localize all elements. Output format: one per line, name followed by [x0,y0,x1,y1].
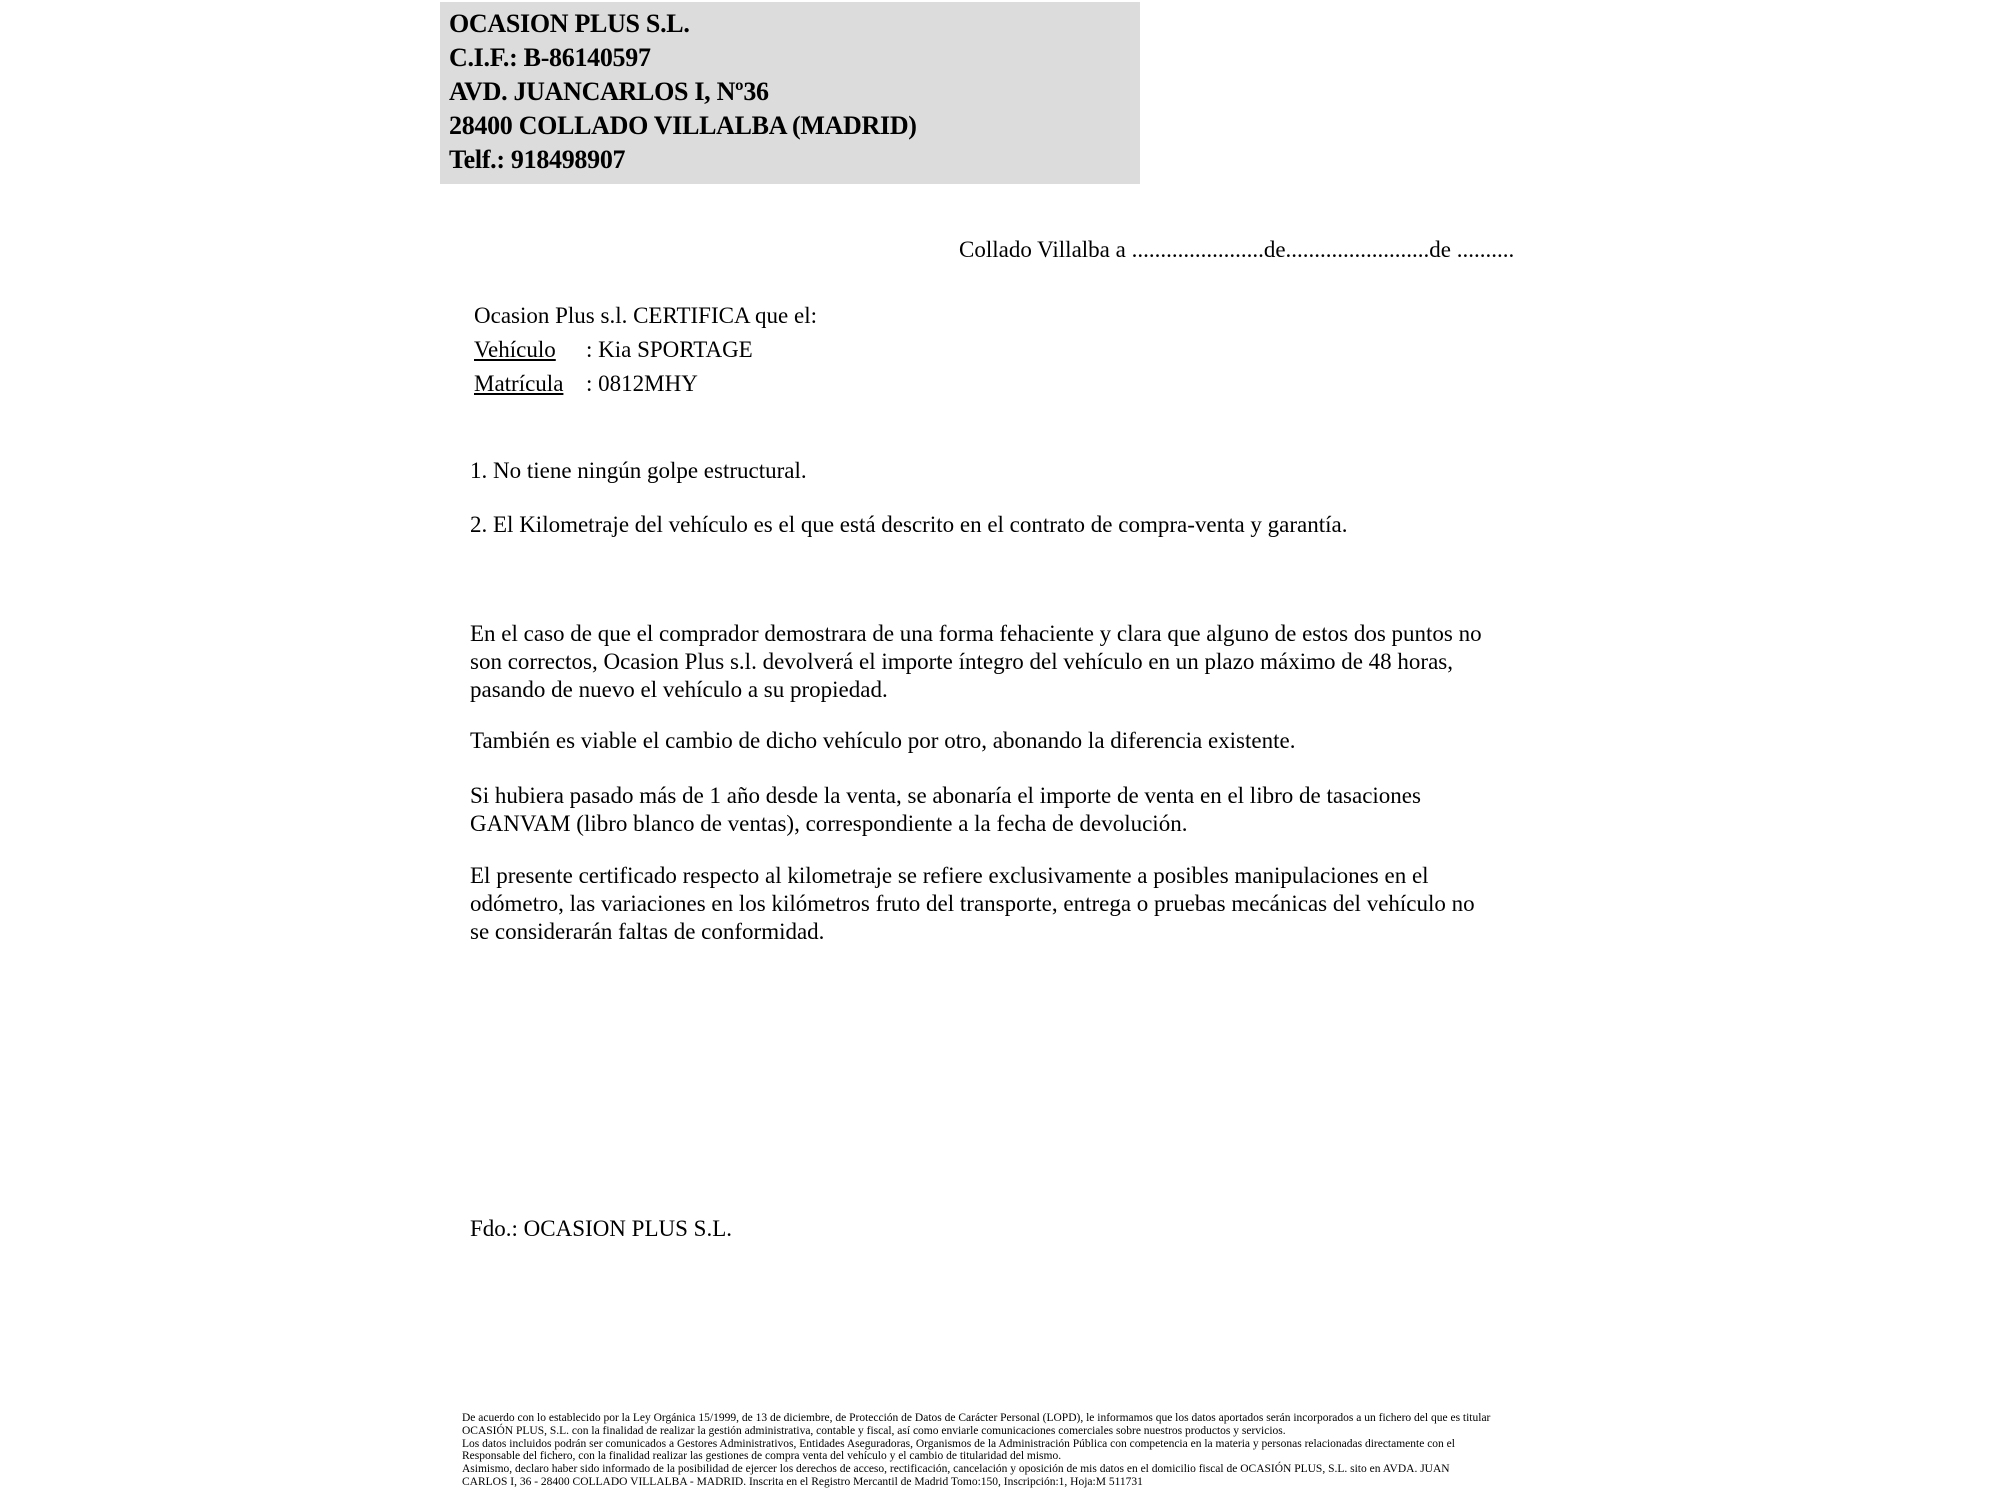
paragraph-line: GANVAM (libro blanco de ventas), correspondiente a la fecha de devolución. [470,811,1188,836]
paragraph-odometer [470,862,1475,946]
date-line: Collado Villalba a .......................de.........................de .......... [959,237,1515,262]
paragraph-line: odómetro, las variaciones en los kilómetros fruto del transporte, entrega o pruebas mecánicas del vehículo no [470,891,1475,916]
legal-line: OCASIÓN PLUS, S.L. con la finalidad de realizar la gestión administrativa, contable y fiscal, así como enviarle comunicaciones comerciales sobre nuestros productos y servicios. [462,1424,1286,1437]
certification-block [474,299,817,401]
legal-notice [462,1412,1490,1489]
company-name: OCASION PLUS S.L. [449,9,690,38]
vehicle-label-text: Vehículo [474,337,556,362]
certification-intro: Ocasion Plus s.l. CERTIFICA que el: [474,303,817,328]
plate-row [474,367,817,401]
paragraph-line: También es viable el cambio de dicho vehículo por otro, abonando la diferencia existente. [470,728,1296,753]
company-header-box [440,2,1140,184]
plate-label [474,367,586,401]
legal-line: De acuerdo con lo establecido por la Ley Orgánica 15/1999, de 13 de diciembre, de Protección de Datos de Carácter Personal (LOPD), le informamos que los datos aportados serán incorporados a un fichero del que es titular [462,1412,1491,1424]
paragraph-ganvam [470,782,1421,838]
legal-line: Los datos incluidos podrán ser comunicados a Gestores Administrativos, Entidades Aseguradoras, Organismos de la Administración Pública con competencia en la materia y personas relacionadas directamente con el [462,1437,1455,1450]
company-address: AVD. JUANCARLOS I, Nº36 [449,77,769,106]
paragraph-line: En el caso de que el comprador demostrara de una forma fehaciente y clara que alguno de estos dos puntos no [470,621,1482,646]
company-phone: Telf.: 918498907 [449,145,626,174]
company-cif: C.I.F.: B-86140597 [449,43,651,72]
paragraph-line: se considerarán faltas de conformidad. [470,919,825,944]
paragraph-refund [470,620,1482,704]
paragraph-line: son correctos, Ocasion Plus s.l. devolverá el importe íntegro del vehículo en un plazo máximo de 48 horas, [470,649,1454,674]
paragraph-line: El presente certificado respecto al kilometraje se refiere exclusivamente a posibles manipulaciones en el [470,863,1429,888]
vehicle-value: : Kia SPORTAGE [586,337,753,362]
legal-line: Responsable del fichero, con la finalidad realizar las gestiones de compra venta del vehículo y el cambio de titularidad del mismo. [462,1450,1062,1463]
statement-item-2: 2. El Kilometraje del vehículo es el que está descrito en el contrato de compra-venta y garantía. [470,512,1348,537]
legal-line: CARLOS I, 36 - 28400 COLLADO VILLALBA - MADRID. Inscrita en el Registro Mercantil de Madrid Tomo:150, Inscripción:1, Hoja:M 511731 [462,1475,1143,1488]
vehicle-label [474,333,586,367]
paragraph-line: pasando de nuevo el vehículo a su propiedad. [470,677,888,702]
company-city: 28400 COLLADO VILLALBA (MADRID) [449,111,917,140]
legal-line: Asimismo, declaro haber sido informado de la posibilidad de ejercer los derechos de acceso, rectificación, cancelación y oposición de mis datos en el domicilio fiscal de OCASIÓN PLUS, S.L. sito en AVDA. JUAN [462,1463,1450,1476]
paragraph-line: Si hubiera pasado más de 1 año desde la venta, se abonaría el importe de venta en el libro de tasaciones [470,783,1421,808]
statement-item-1: 1. No tiene ningún golpe estructural. [470,458,807,483]
paragraph-exchange [470,727,1295,755]
vehicle-row [474,333,817,367]
plate-label-text: Matrícula [474,371,564,396]
plate-value: : 0812MHY [586,371,698,396]
signature-line: Fdo.: OCASION PLUS S.L. [470,1216,732,1241]
